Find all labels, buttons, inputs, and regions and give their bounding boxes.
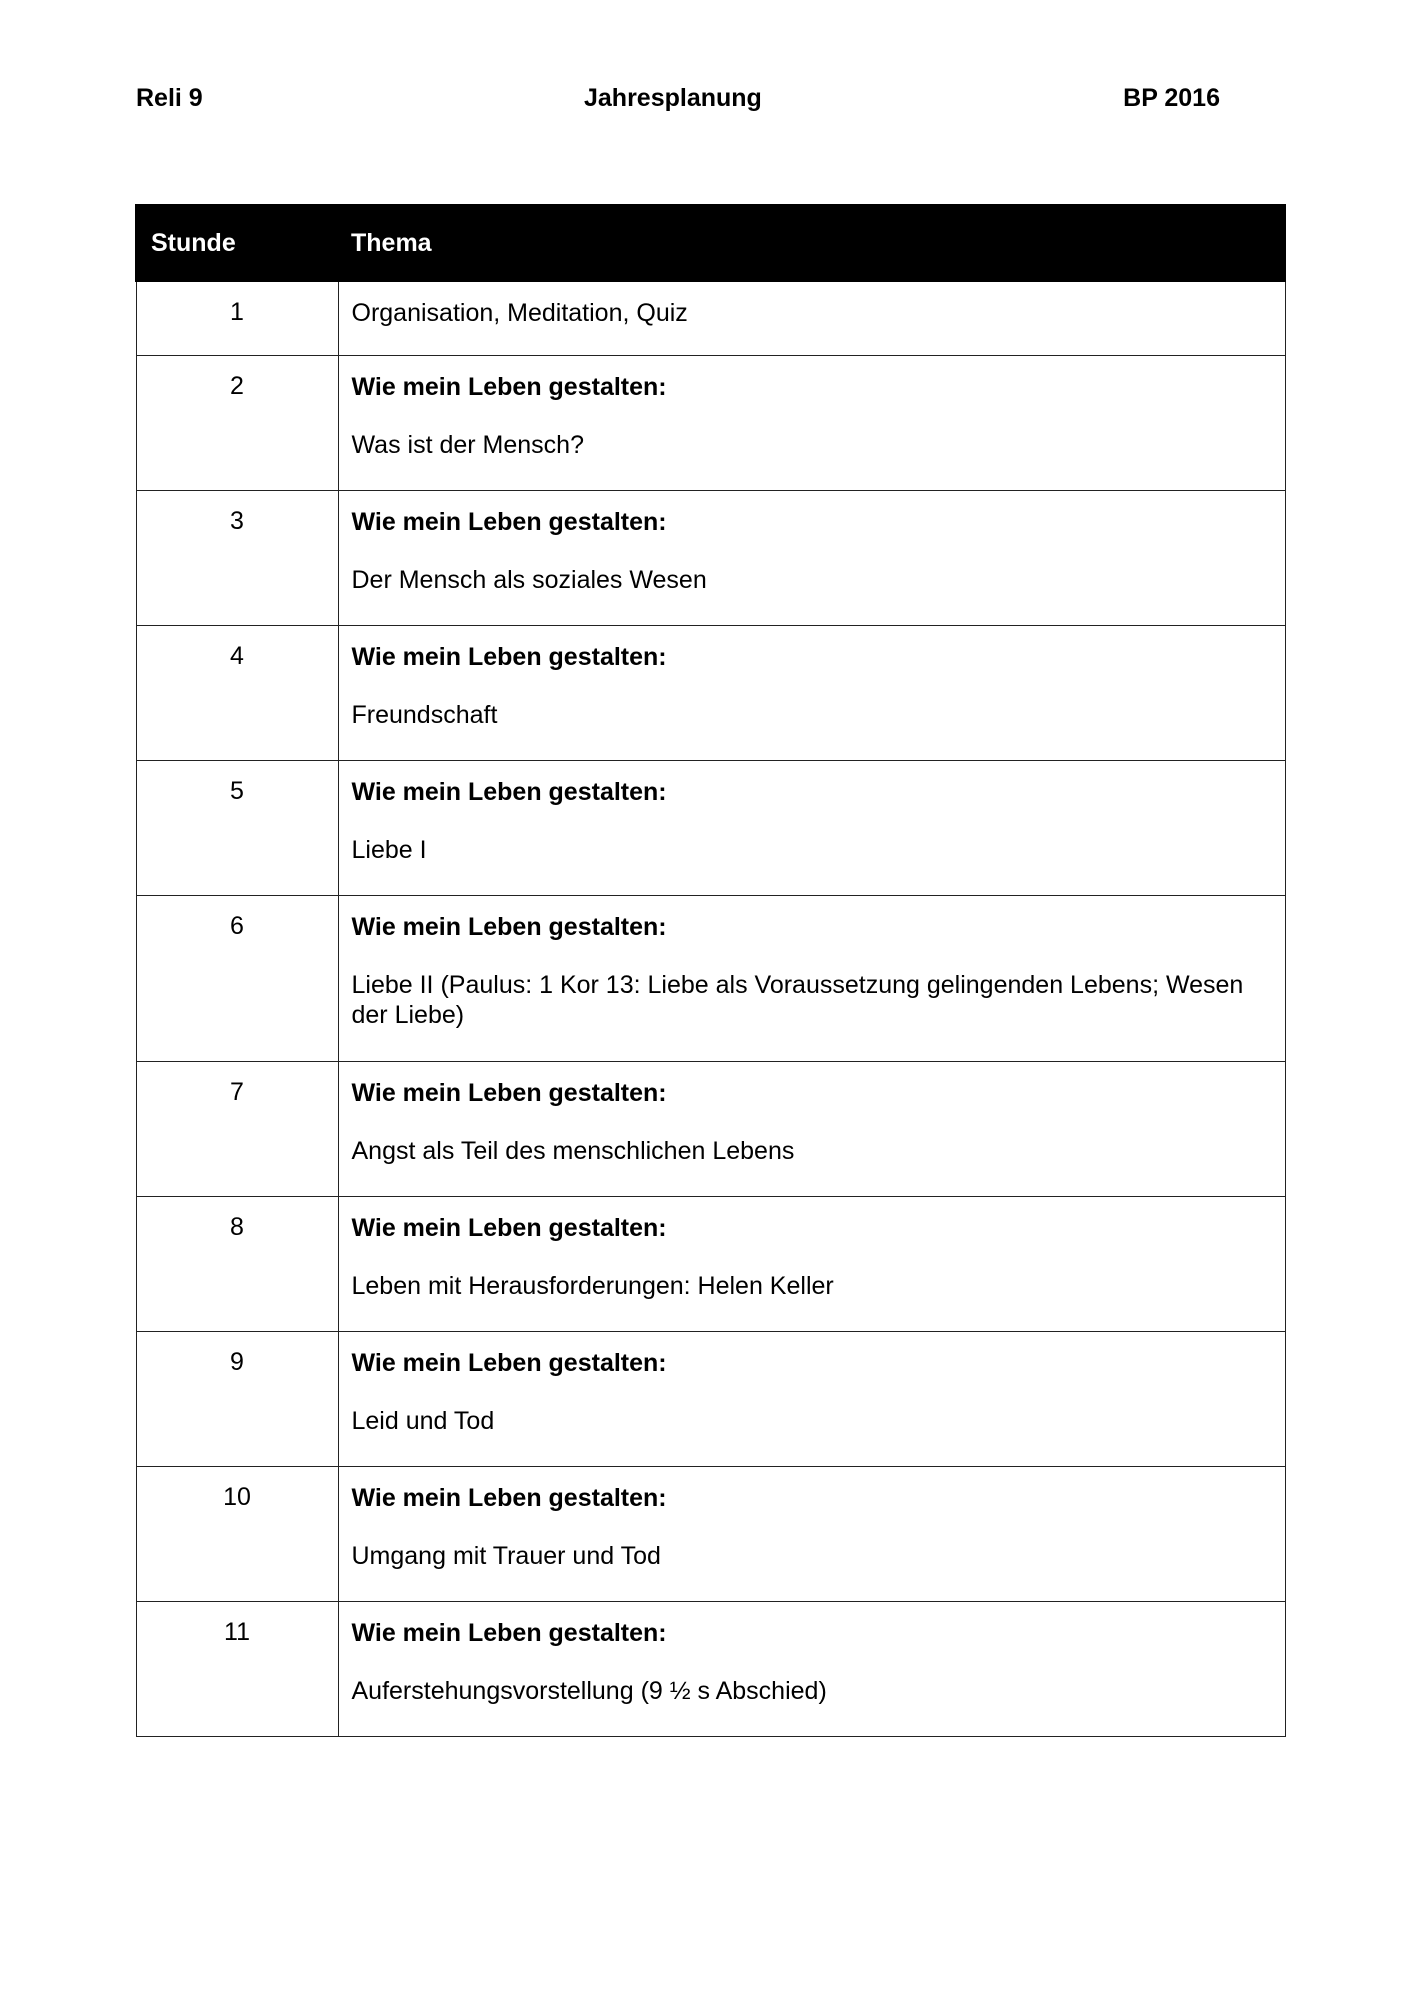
lesson-topic [338,281,1285,355]
lesson-topic [338,1601,1285,1736]
topic-heading: Wie mein Leben gestalten: [351,1483,667,1512]
lesson-topic [338,1331,1285,1466]
table-row [136,1196,1285,1331]
lesson-number: 9 [136,1331,338,1466]
lesson-topic [338,1196,1285,1331]
lesson-number: 2 [136,355,338,490]
topic-heading: Wie mein Leben gestalten: [351,912,667,941]
column-header-thema: Thema [338,205,1285,281]
lesson-number: 5 [136,760,338,895]
topic-subtitle: Auferstehungsvorstellung (9 ½ s Abschied) [351,1676,827,1705]
table-row [136,625,1285,760]
table-row [136,1331,1285,1466]
topic-subtitle: Liebe I [351,835,427,864]
table-row [136,355,1285,490]
lesson-topic [338,760,1285,895]
topic-heading: Wie mein Leben gestalten: [351,1618,667,1647]
table-header [136,205,1285,281]
lesson-number: 11 [136,1601,338,1736]
lesson-topic [338,625,1285,760]
table-header-row [136,205,1285,281]
table-row [136,1061,1285,1196]
lesson-plan-table [135,204,1286,1737]
topic-subtitle: Der Mensch als soziales Wesen [351,565,707,594]
topic-subtitle: Umgang mit Trauer und Tod [351,1541,661,1570]
lesson-topic [338,490,1285,625]
topic-heading: Wie mein Leben gestalten: [351,507,667,536]
table-row [136,490,1285,625]
topic-subtitle: Was ist der Mensch? [351,430,584,459]
table-row [136,1601,1285,1736]
topic-heading: Wie mein Leben gestalten: [351,642,667,671]
topic-subtitle: Leid und Tod [351,1406,495,1435]
lesson-topic [338,1061,1285,1196]
lesson-number: 1 [136,281,338,355]
lesson-number: 4 [136,625,338,760]
table-body [136,281,1285,1736]
topic-text: Organisation, Meditation, Quiz [351,299,688,327]
topic-heading: Wie mein Leben gestalten: [351,777,667,806]
header-plan-version: BP 2016 [1123,84,1220,112]
topic-subtitle: Freundschaft [351,700,498,729]
table-row [136,895,1285,1061]
topic-subtitle: Leben mit Herausforderungen: Helen Keller [351,1271,834,1300]
topic-subtitle: Angst als Teil des menschlichen Lebens [351,1136,795,1165]
topic-heading: Wie mein Leben gestalten: [351,1348,667,1377]
topic-heading: Wie mein Leben gestalten: [351,372,667,401]
lesson-topic [338,895,1285,1061]
table-row [136,281,1285,355]
topic-subtitle: Liebe II (Paulus: 1 Kor 13: Liebe als Voraussetzung gelingenden Lebens; Wesen der Liebe) [351,970,1244,1029]
lesson-number: 10 [136,1466,338,1601]
topic-heading: Wie mein Leben gestalten: [351,1213,667,1242]
lesson-number: 3 [136,490,338,625]
table-row [136,760,1285,895]
lesson-topic [338,355,1285,490]
table-row [136,1466,1285,1601]
header-course: Reli 9 [136,84,203,112]
page-header [136,84,1220,120]
topic-heading: Wie mein Leben gestalten: [351,1078,667,1107]
lesson-topic [338,1466,1285,1601]
header-title: Jahresplanung [584,84,762,112]
lesson-number: 7 [136,1061,338,1196]
column-header-stunde: Stunde [136,205,338,281]
lesson-number: 8 [136,1196,338,1331]
lesson-number: 6 [136,895,338,1061]
